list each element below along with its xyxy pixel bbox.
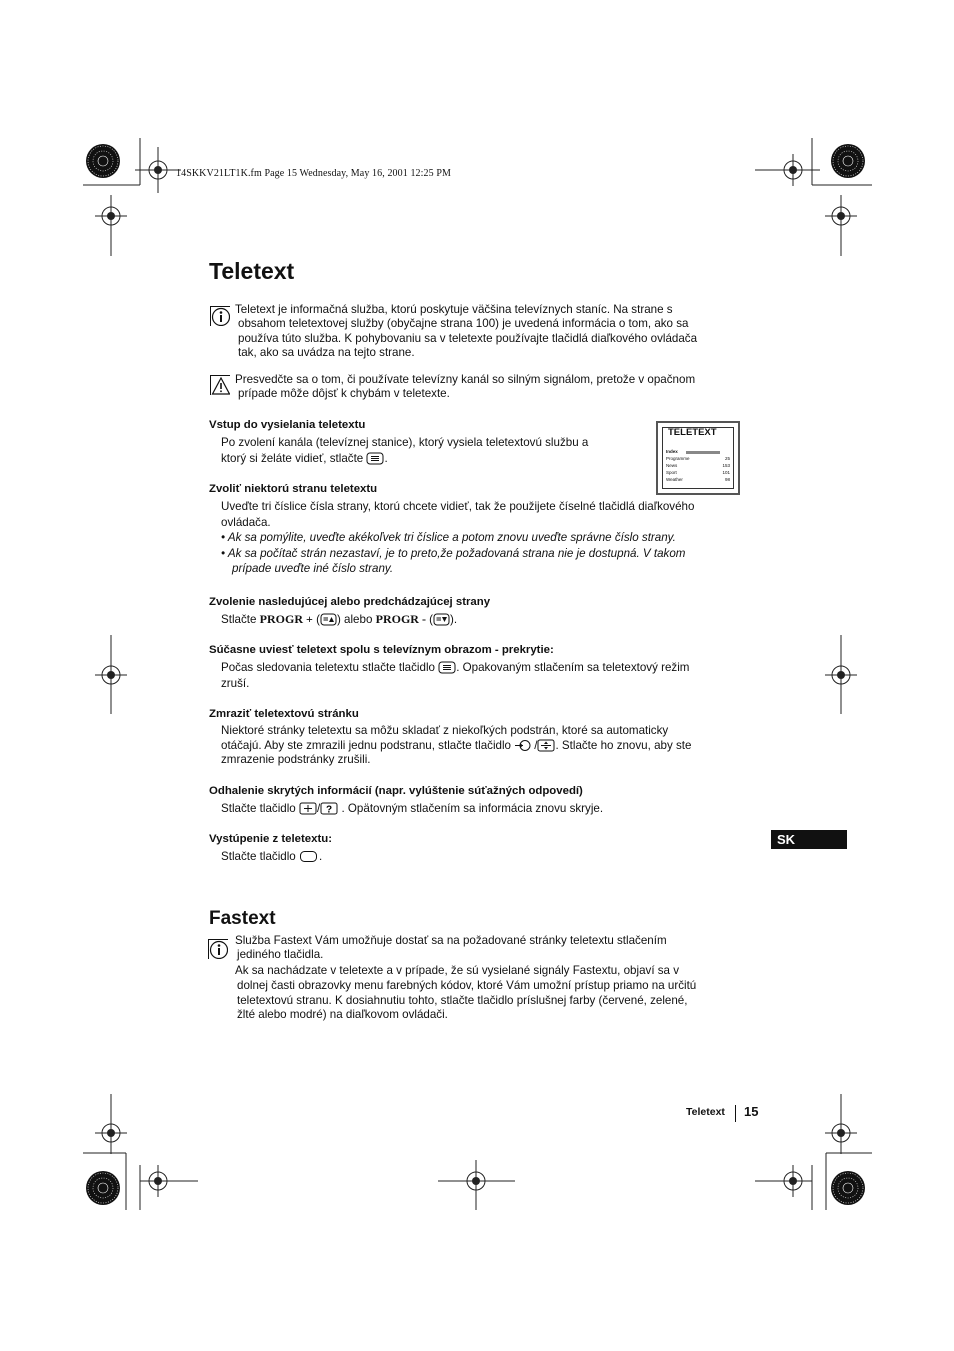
teletext-button-icon (366, 452, 384, 465)
page-up-button-icon (320, 613, 337, 626)
teletext-button-icon (438, 661, 456, 674)
section-text: Niektoré stránky teletextu sa môžu skladať z niekoľkých podstrán, ktoré sa automaticky otáčajú. Aby ste zmrazili jednu podstranu, stlačte tlačidlo / . Stlačte ho znovu, aby ste zmrazenie podstránky zrušili. (221, 724, 692, 766)
screen-row: News (666, 463, 678, 468)
hold-button-icon (514, 739, 534, 752)
screen-row: Index (666, 449, 678, 454)
page-title: Teletext (209, 258, 295, 284)
screen-row: Sport (666, 470, 677, 475)
section-heading: Vystúpenie z teletextu: (209, 833, 333, 845)
section-heading: Odhalenie skrytých informácií (napr. vylúštenie súťažných odpovedí) (209, 785, 583, 797)
section-text: Stlačte tlačidlo / ? . Opätovným stlačením sa informácia znovu skryje. (221, 802, 604, 816)
language-tab: SK (771, 830, 847, 849)
reveal-button-icon (299, 802, 317, 815)
section-heading: Zmraziť teletextovú stránku (209, 708, 359, 720)
teletext-intro: Teletext je informačná služba, ktorú poskytuje väčšina televíznych staníc. Na strane s obsahom teletextovej služby (obyčajne strana 100) je uvedená informácia o tom, ako sa používa túto služba. K pohybovaniu sa v teletexte používajte tlačidlá diaľkového ovládača tak, ako sa uvádza na tejto strane. (235, 303, 698, 359)
page-down-button-icon (433, 613, 450, 626)
section-text: Počas sledovania teletextu stlačte tlačidlo . Opakovaným stlačením sa teletextový režim zruší. (221, 661, 690, 690)
info-icon (210, 306, 230, 326)
teletext-screen-illustration: TELETEXT Index Programme 25 News 153 Sport 101 Weather 98 (656, 421, 740, 495)
warning-icon (210, 375, 230, 395)
section-heading: Zvolenie nasledujúcej alebo predchádzajúcej strany (209, 596, 491, 608)
page-number: 15 (744, 1104, 759, 1119)
svg-text:?: ? (326, 804, 333, 816)
screen-title: TELETEXT (668, 427, 717, 438)
section-text: Uveďte tri číslice čísla strany, ktorú chcete vidieť, tak že použijete číselné tlačidlá diaľkového ovládača. • Ak sa pomýlite, uveďte akékoľvek tri číslice a potom znovu uveďte správne číslo strany. • Ak sa počítač strán nezastaví, je to preto,že požadovaná strana nie je dostupná. V takom prípade uveďte iné číslo strany. (221, 500, 695, 575)
signal-warning: Presvedčte sa o tom, či používate televízny kanál so silným signálom, pretože v opačnom prípade môže dôjsť k chybám v teletexte. (235, 373, 696, 401)
file-info-header: 14SKKV21LT1K.fm Page 15 Wednesday, May 16, 2001 12:25 PM (176, 168, 451, 179)
section-text: Po zvolení kanála (televíznej stanice), ktorý vysiela teletextovú službu a ktorý si želáte vidieť, stlačte . (221, 436, 589, 465)
section-heading: Vstup do vysielania teletextu (209, 419, 366, 431)
fastext-title: Fastext (209, 908, 276, 929)
section-heading: Súčasne uviesť teletext spolu s televíznym obrazom - prekrytie: (209, 644, 554, 656)
section-text: Stlačte PROGR + ( ) alebo PROGR - ( ). (221, 612, 458, 626)
fastext-body: Ak sa nachádzate v teletexte a v prípade, že sú vysielané signály Fastextu, objaví sa v dolnej časti obrazovky menu farebných kódov, ktoré Vám umožní prístup priamo na určitú teletextovú stranu. K dosiahnutiu tohto, stlačte tlačidlo príslušnej farby (červené, zelené, žlté alebo modré) na diaľkovom ovládači. (235, 964, 697, 1022)
screen-row: Programme (666, 456, 690, 461)
section-heading: Zvoliť niektorú stranu teletextu (209, 483, 378, 495)
footer-section-label: Teletext (686, 1106, 725, 1118)
question-button-icon (320, 802, 338, 815)
fastext-intro: Služba Fastext Vám umožňuje dostať sa na požadované stránky teletextu stlačením jediného tlačidla. (235, 934, 667, 962)
info-icon (208, 939, 228, 959)
section-text: Stlačte tlačidlo . (221, 850, 323, 863)
tv-button-icon (299, 850, 319, 863)
screen-row: Weather (666, 477, 683, 482)
footer-divider (735, 1105, 736, 1122)
subpage-hold-button-icon (537, 739, 555, 752)
